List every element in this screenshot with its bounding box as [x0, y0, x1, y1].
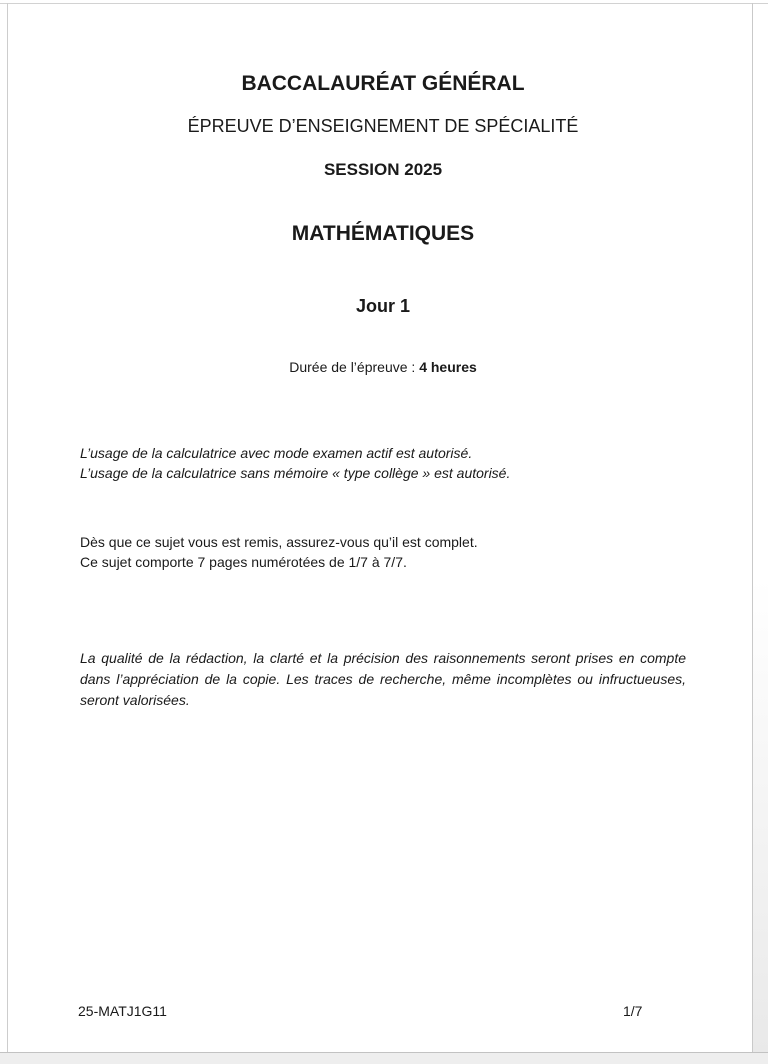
page-left-edge [7, 3, 8, 1052]
page-right-shadow [753, 0, 768, 1052]
page-number: 1/7 [623, 1003, 643, 1019]
calculator-notice-line2: L’usage de la calculatrice sans mémoire « type collège » est autorisé. [80, 465, 511, 481]
exam-title: BACCALAURÉAT GÉNÉRAL [241, 72, 525, 95]
viewer-background-strip [0, 1053, 768, 1064]
page-top-edge [0, 3, 768, 4]
page-right-edge [752, 3, 753, 1052]
duration-line [80, 358, 686, 376]
exam-subtitle: ÉPREUVE D’ENSEIGNEMENT DE SPÉCIALITÉ [187, 116, 579, 136]
subject-title: MATHÉMATIQUES [291, 222, 475, 245]
day-label: Jour 1 [355, 296, 411, 316]
calculator-notice-line1: L’usage de la calculatrice avec mode examen actif est autorisé. [80, 445, 473, 461]
session-label: SESSION 2025 [323, 160, 443, 179]
document-reference: 25-MATJ1G11 [78, 1003, 167, 1019]
quality-notice: La qualité de la rédaction, la clarté et la précision des raisonnements seront prises en compte dans l’appréciation de la copie. Les traces de recherche, même incomplètes ou infructueuses, seront valorisées. [80, 650, 686, 708]
completeness-notice-line1: Dès que ce sujet vous est remis, assurez-vous qu’il est complet. [80, 534, 478, 550]
completeness-notice-line2: Ce sujet comporte 7 pages numérotées de 1/7 à 7/7. [80, 554, 407, 570]
duration-label: Durée de l’épreuve : [289, 359, 420, 375]
calculator-notice [80, 443, 686, 483]
completeness-notice [80, 532, 686, 572]
duration-value: 4 heures [419, 359, 477, 375]
